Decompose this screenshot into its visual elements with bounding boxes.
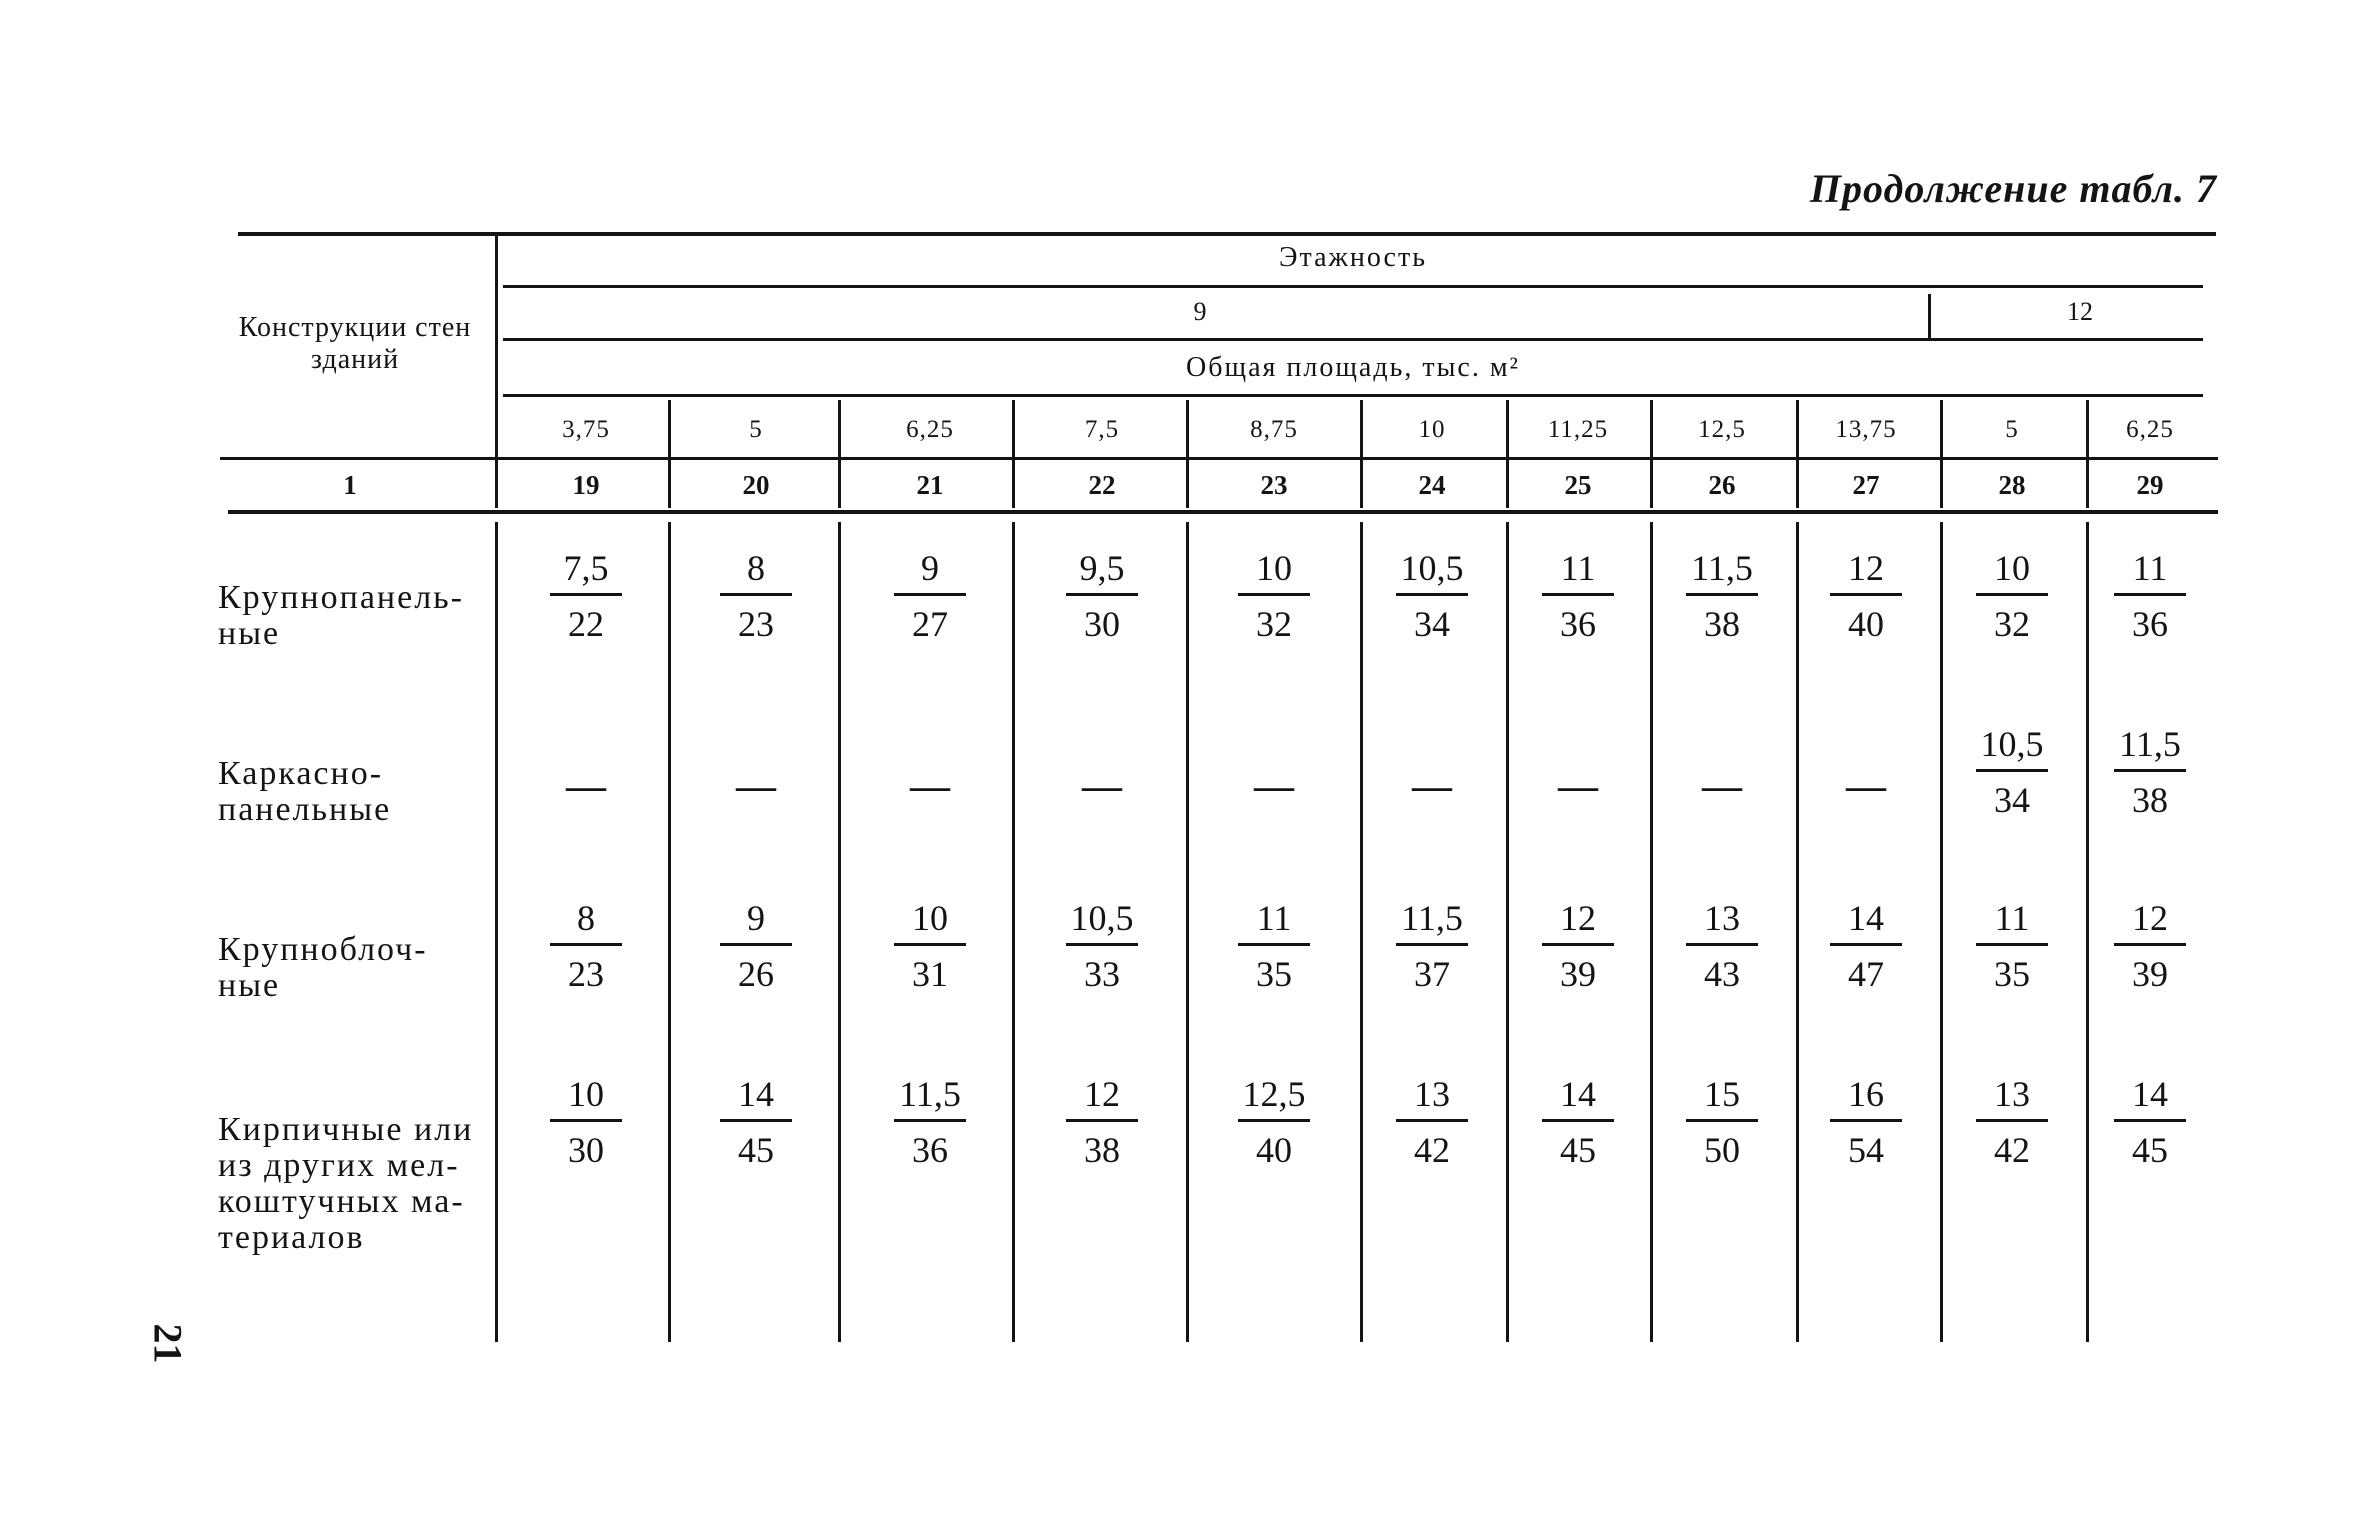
fraction-numerator: 11 [1994,898,2030,938]
header-column-separator [1012,400,1015,508]
fraction-denominator: 38 [1704,604,1740,644]
fraction-numerator: 10,5 [1980,724,2044,764]
fraction-denominator: 42 [1414,1130,1450,1170]
fraction-numerator: 13 [1704,898,1740,938]
body-column-separator [668,522,671,1342]
rule-under-group-title [503,285,2203,288]
row-label: Крупноблоч- ные [218,931,428,1004]
fraction-numerator: 12,5 [1242,1074,1306,1114]
row-label: Крупнопанель- ные [218,579,464,652]
fraction-denominator: 23 [568,954,604,994]
fraction-denominator: 32 [1994,604,2030,644]
fraction-numerator: 7,5 [563,548,609,588]
stub-separator [495,236,498,508]
column-number: 21 [916,470,944,500]
fraction-numerator: 14 [738,1074,774,1114]
fraction-cell [1214,900,1334,992]
fraction-cell [526,900,646,992]
fraction-denominator: 38 [2132,780,2168,820]
fraction-denominator: 27 [912,604,948,644]
fraction-denominator: 30 [568,1130,604,1170]
header-column-separator [838,400,841,508]
body-column-separator [1012,522,1015,1342]
fraction-denominator: 42 [1994,1130,2030,1170]
fraction-denominator: 32 [1256,604,1292,644]
fraction-denominator: 22 [568,604,604,644]
fraction-denominator: 50 [1704,1130,1740,1170]
empty-cell-dash: — [1412,763,1452,808]
fraction-numerator: 11,5 [2119,724,2181,764]
fraction-denominator: 35 [1994,954,2030,994]
fraction-numerator: 11,5 [899,1074,961,1114]
fraction-denominator: 39 [2132,954,2168,994]
fraction-cell [1372,550,1492,642]
row-label: Кирпичные или из других мел- коштучных ма- териалов [218,1111,474,1256]
fraction-numerator: 11 [1256,898,1292,938]
fraction-denominator: 23 [738,604,774,644]
empty-cell-dash: — [910,763,950,808]
empty-cell-dash: — [736,763,776,808]
fraction-denominator: 45 [1560,1130,1596,1170]
fraction-cell [2090,550,2210,642]
fraction-denominator: 35 [1256,954,1292,994]
fraction-numerator: 15 [1704,1074,1740,1114]
area-value: 6,25 [2126,416,2174,443]
fraction-numerator: 9,5 [1079,548,1125,588]
fraction-cell [1952,1076,2072,1168]
fraction-denominator: 37 [1414,954,1450,994]
fraction-numerator: 10,5 [1400,548,1464,588]
column-number: 27 [1852,470,1880,500]
area-value: 11,25 [1547,416,1609,443]
fraction-numerator: 14 [1848,898,1884,938]
column-number: 29 [2136,470,2164,500]
fraction-numerator: 10 [912,898,948,938]
column-number: 19 [572,470,600,500]
area-value: 7,5 [1084,416,1120,443]
column-number: 25 [1564,470,1592,500]
fraction-cell [1952,726,2072,818]
fraction-numerator: 11 [1560,548,1596,588]
header-column-separator [668,400,671,508]
column-number: 28 [1998,470,2026,500]
fraction-cell [526,1076,646,1168]
empty-cell-dash: — [1254,763,1294,808]
fraction-denominator: 43 [1704,954,1740,994]
fraction-numerator: 10 [1256,548,1292,588]
body-column-separator [1360,522,1363,1342]
fraction-denominator: 38 [1084,1130,1120,1170]
fraction-numerator: 9 [747,898,765,938]
area-value: 8,75 [1250,416,1298,443]
rule-under-column-numbers [228,510,2218,514]
fraction-cell [870,550,990,642]
fraction-denominator: 36 [1560,604,1596,644]
table-top-rule [238,232,2216,236]
empty-cell-dash: — [1082,763,1122,808]
fraction-numerator: 14 [1560,1074,1596,1114]
empty-cell-dash: — [1558,763,1598,808]
fraction-cell [1372,900,1492,992]
body-column-separator [1650,522,1653,1342]
fraction-denominator: 30 [1084,604,1120,644]
fraction-denominator: 36 [912,1130,948,1170]
empty-cell-dash: — [1846,763,1886,808]
fraction-cell [1806,550,1926,642]
group-title: Этажность [1279,242,1427,273]
fraction-denominator: 34 [1414,604,1450,644]
area-value: 6,25 [906,416,954,443]
area-value: 5 [749,416,763,443]
body-column-separator [1506,522,1509,1342]
fraction-cell [696,1076,816,1168]
fraction-numerator: 13 [1414,1074,1450,1114]
rule-above-column-numbers [220,457,2218,460]
fraction-numerator: 12 [2132,898,2168,938]
area-value: 12,5 [1698,416,1746,443]
fraction-numerator: 14 [2132,1074,2168,1114]
fraction-cell [696,550,816,642]
header-column-separator [2086,400,2089,508]
fraction-cell [1806,900,1926,992]
floors-12: 12 [2067,297,2093,326]
fraction-cell [1214,1076,1334,1168]
fraction-cell [2090,1076,2210,1168]
fraction-numerator: 8 [577,898,595,938]
fraction-cell [1214,550,1334,642]
fraction-numerator: 12 [1084,1074,1120,1114]
fraction-cell [1518,550,1638,642]
fraction-cell [1518,900,1638,992]
column-number: 24 [1418,470,1446,500]
header-column-separator [1650,400,1653,508]
fraction-cell [696,900,816,992]
body-column-separator [1796,522,1799,1342]
fraction-denominator: 47 [1848,954,1884,994]
fraction-numerator: 10 [568,1074,604,1114]
fraction-denominator: 31 [912,954,948,994]
fraction-numerator: 16 [1848,1074,1884,1114]
fraction-numerator: 13 [1994,1074,2030,1114]
fraction-denominator: 34 [1994,780,2030,820]
column-number: 20 [742,470,770,500]
fraction-cell [1662,1076,1782,1168]
fraction-cell [1372,1076,1492,1168]
fraction-cell [870,900,990,992]
fraction-cell [1662,900,1782,992]
fraction-numerator: 10 [1994,548,2030,588]
column-number: 22 [1088,470,1116,500]
body-column-separator [1186,522,1189,1342]
area-value: 5 [2005,416,2019,443]
header-column-separator [1796,400,1799,508]
header-column-separator [1360,400,1363,508]
fraction-denominator: 26 [738,954,774,994]
stub-column-number: 1 [343,470,357,500]
empty-cell-dash: — [566,763,606,808]
area-value: 10 [1418,416,1446,443]
fraction-cell [1806,1076,1926,1168]
fraction-numerator: 11,5 [1691,548,1753,588]
body-column-separator [1940,522,1943,1342]
fraction-numerator: 12 [1848,548,1884,588]
fraction-denominator: 45 [2132,1130,2168,1170]
stub-header: Конструкции стен зданий [238,312,472,375]
fraction-numerator: 11,5 [1401,898,1463,938]
fraction-cell [1042,1076,1162,1168]
area-title: Общая площадь, тыс. м² [1186,352,1520,383]
fraction-cell [1042,550,1162,642]
header-column-separator [1506,400,1509,508]
fraction-denominator: 39 [1560,954,1596,994]
row-label: Каркасно- панельные [218,755,392,828]
fraction-numerator: 11 [2132,548,2168,588]
fraction-denominator: 36 [2132,604,2168,644]
fraction-cell [1518,1076,1638,1168]
column-number: 23 [1260,470,1288,500]
fraction-numerator: 12 [1560,898,1596,938]
fraction-cell [2090,900,2210,992]
body-column-separator [2086,522,2089,1342]
body-column-separator [838,522,841,1342]
column-number: 26 [1708,470,1736,500]
fraction-denominator: 45 [738,1130,774,1170]
fraction-cell [870,1076,990,1168]
empty-cell-dash: — [1702,763,1742,808]
fraction-cell [1952,900,2072,992]
area-value: 13,75 [1835,416,1897,443]
page-number: 21 [145,1323,191,1364]
fraction-cell [2090,726,2210,818]
rule-under-area-title [503,394,2203,397]
fraction-denominator: 40 [1256,1130,1292,1170]
fraction-numerator: 8 [747,548,765,588]
header-column-separator [1940,400,1943,508]
fraction-numerator: 9 [921,548,939,588]
fraction-denominator: 33 [1084,954,1120,994]
area-value: 3,75 [562,416,610,443]
fraction-cell [1042,900,1162,992]
fraction-denominator: 40 [1848,604,1884,644]
fraction-numerator: 10,5 [1070,898,1134,938]
floors-separator [1928,294,1931,338]
fraction-cell [1662,550,1782,642]
header-column-separator [1186,400,1189,508]
fraction-cell [526,550,646,642]
fraction-cell [1952,550,2072,642]
table-caption: Продолжение табл. 7 [1809,166,2217,211]
floors-9: 9 [1193,297,1207,326]
rule-under-floors [503,338,2203,341]
fraction-denominator: 54 [1848,1130,1884,1170]
